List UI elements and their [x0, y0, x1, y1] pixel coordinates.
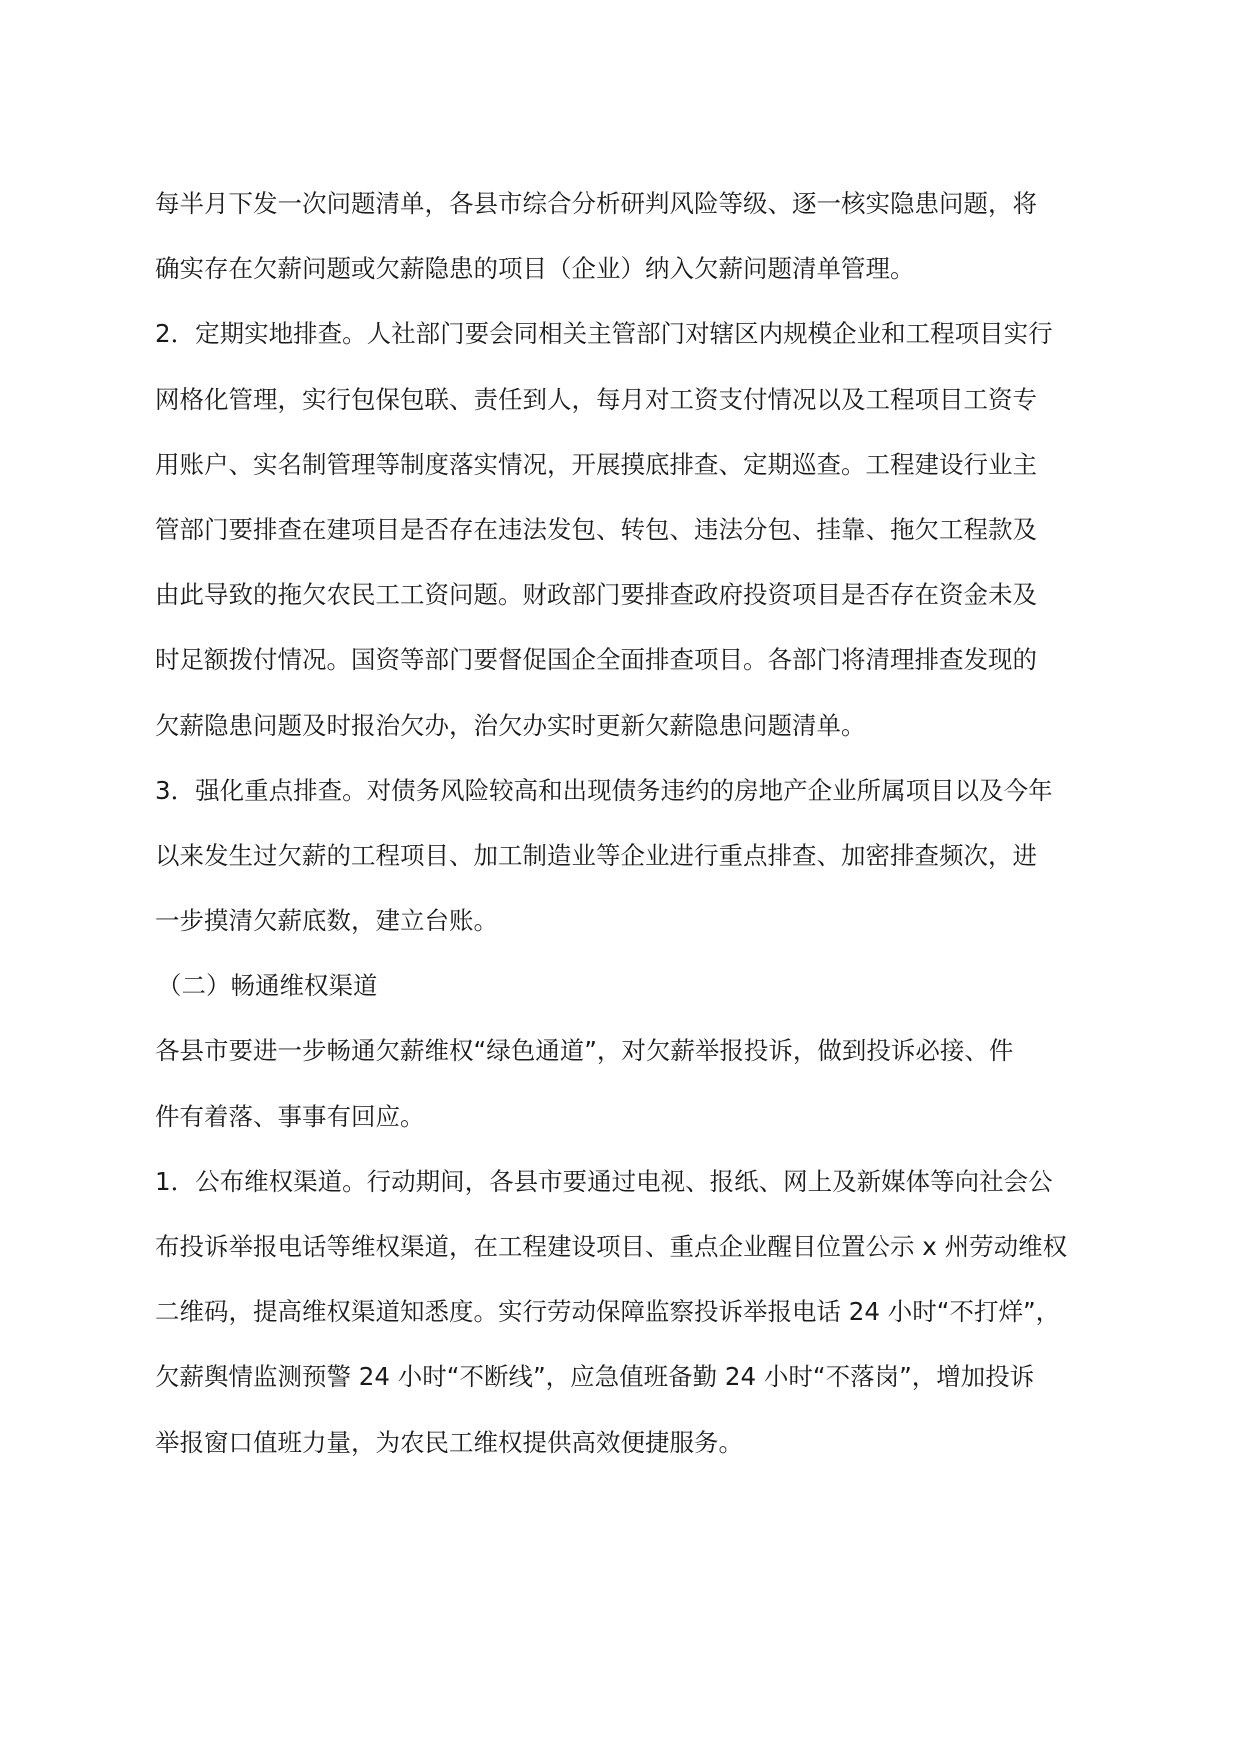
text-line: 以来发生过欠薪的工程项目、加工制造业等企业进行重点排查、加密排查频次，进 — [155, 841, 1037, 870]
text-line: 各县市要进一步畅通欠薪维权“绿色通道”，对欠薪举报投诉，做到投诉必接、件 — [155, 1037, 1014, 1066]
text-line: 每半月下发一次问题清单，各县市综合分析研判风险等级、逐一核实隐患问题，将 — [155, 190, 1037, 218]
text-line: 管部门要排查在建项目是否存在违法发包、转包、违法分包、挂靠、拖欠工程款及 — [155, 515, 1037, 544]
text-line: 件有着落、事事有回应。 — [155, 1102, 425, 1131]
text-line: 1．公布维权渠道。行动期间，各县市要通过电视、报纸、网上及新媒体等向社会公 — [155, 1167, 1053, 1196]
document-body — [155, 190, 1090, 1494]
text-line: 3．强化重点排查。对债务风险较高和出现债务违约的房地产企业所属项目以及今年 — [155, 776, 1053, 805]
text-line: 由此导致的拖欠农民工工资问题。财政部门要排查政府投资项目是否存在资金未及 — [155, 581, 1037, 610]
text-line: 时足额拨付情况。国资等部门要督促国企全面排查项目。各部门将清理排查发现的 — [155, 646, 1037, 675]
text-line: 确实存在欠薪问题或欠薪隐患的项目（企业）纳入欠薪问题清单管理。 — [155, 255, 915, 284]
text-line: 欠薪舆情监测预警 24 小时“不断线”，应急值班备勤 24 小时“不落岗”，增加投诉 — [155, 1363, 1035, 1392]
text-line: 布投诉举报电话等维权渠道，在工程建设项目、重点企业醒目位置公示 x 州劳动维权 — [155, 1233, 1068, 1261]
text-line: 一步摸清欠薪底数，建立台账。 — [155, 907, 498, 936]
text-line: 举报窗口值班力量，为农民工维权提供高效便捷服务。 — [155, 1428, 743, 1457]
text-line: 欠薪隐患问题及时报治欠办，治欠办实时更新欠薪隐患问题清单。 — [155, 711, 866, 740]
section-heading: （二）畅通维权渠道 — [157, 972, 378, 1001]
text-line: 二维码，提高维权渠道知悉度。实行劳动保障监察投诉举报电话 24 小时“不打烊”， — [155, 1298, 1061, 1327]
text-line: 2．定期实地排查。人社部门要会同相关主管部门对辖区内规模企业和工程项目实行 — [155, 320, 1053, 349]
text-line: 网格化管理，实行包保包联、责任到人，每月对工资支付情况以及工程项目工资专 — [155, 385, 1037, 414]
text-line: 用账户、实名制管理等制度落实情况，开展摸底排查、定期巡查。工程建设行业主 — [155, 450, 1037, 479]
